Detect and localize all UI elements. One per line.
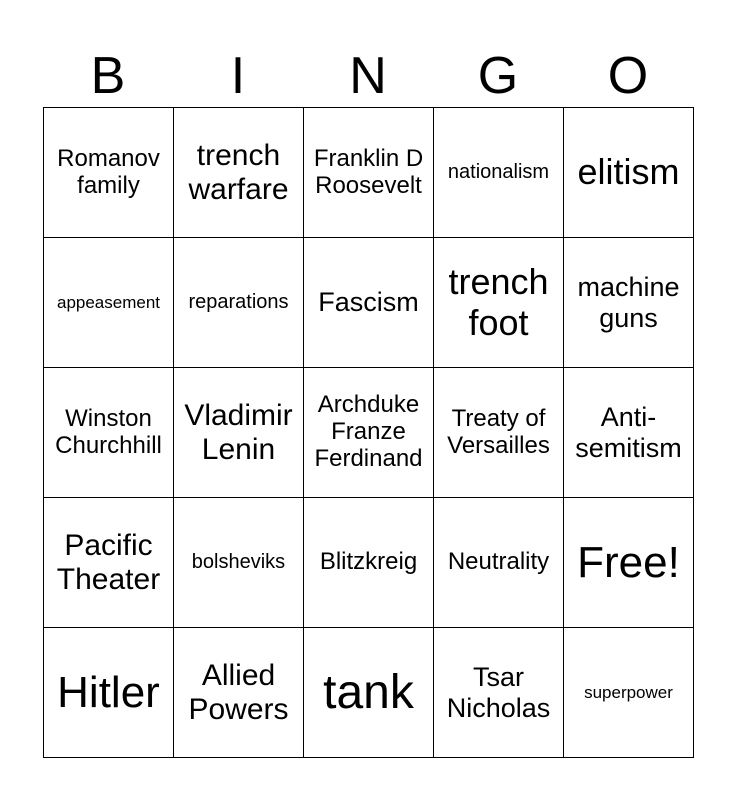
bingo-cell[interactable]	[564, 238, 694, 368]
bingo-cell[interactable]	[304, 628, 434, 758]
cell-text: Neutrality	[447, 548, 550, 576]
bingo-header	[43, 44, 693, 108]
cell-text: Free!	[577, 537, 680, 587]
cell-text: reparations	[188, 291, 289, 314]
header-letter-i: I	[230, 47, 246, 105]
bingo-cell[interactable]	[174, 108, 304, 238]
cell-text: elitism	[577, 151, 680, 193]
cell-text: Romanov family	[57, 144, 160, 199]
cell-text: nationalism	[447, 161, 550, 184]
bingo-cell[interactable]	[434, 498, 564, 628]
bingo-cell[interactable]	[304, 498, 434, 628]
bingo-cell[interactable]	[174, 498, 304, 628]
cell-text: machine guns	[577, 272, 680, 333]
cell-text: trench warfare	[188, 138, 289, 206]
bingo-cell[interactable]	[304, 368, 434, 498]
cell-text: Vladimir Lenin	[184, 398, 293, 466]
bingo-cell[interactable]	[44, 498, 174, 628]
cell-text: Anti-semitism	[575, 402, 682, 463]
header-letter-n: N	[349, 47, 387, 105]
cell-text: superpower	[584, 682, 673, 702]
bingo-cell[interactable]	[564, 368, 694, 498]
bingo-cell[interactable]	[304, 108, 434, 238]
cell-text: Franklin D Roosevelt	[313, 144, 424, 199]
bingo-cell[interactable]	[44, 368, 174, 498]
cell-text: tank	[323, 665, 414, 719]
free-space[interactable]	[564, 498, 694, 628]
cell-text: Treaty of Versailles	[447, 404, 550, 459]
bingo-cell[interactable]	[174, 628, 304, 758]
cell-text: Tsar Nicholas	[446, 662, 551, 723]
bingo-cell[interactable]	[44, 628, 174, 758]
cell-text: Archduke Franze Ferdinand	[314, 391, 423, 472]
header-letter-o: O	[607, 47, 649, 105]
cell-text: Fascism	[318, 287, 419, 318]
bingo-cell[interactable]	[434, 368, 564, 498]
bingo-cell[interactable]	[564, 628, 694, 758]
bingo-cell[interactable]	[564, 108, 694, 238]
bingo-cell[interactable]	[434, 238, 564, 368]
bingo-cell[interactable]	[304, 238, 434, 368]
cell-text: bolsheviks	[191, 551, 286, 574]
cell-text: Hitler	[57, 667, 160, 717]
header-letter-g: G	[477, 47, 519, 105]
cell-text: Blitzkreig	[319, 548, 418, 576]
bingo-board	[43, 107, 694, 758]
header-letter-b: B	[90, 47, 126, 105]
bingo-cell[interactable]	[434, 628, 564, 758]
cell-text: Pacific Theater	[56, 528, 161, 596]
bingo-cell[interactable]	[174, 238, 304, 368]
bingo-cell[interactable]	[44, 108, 174, 238]
bingo-cell[interactable]	[44, 238, 174, 368]
cell-text: Winston Churchhill	[55, 404, 162, 459]
bingo-cell[interactable]	[434, 108, 564, 238]
bingo-cell[interactable]	[174, 368, 304, 498]
cell-text: Allied Powers	[188, 658, 289, 726]
cell-text: appeasement	[56, 292, 161, 312]
cell-text: trench foot	[448, 261, 549, 343]
